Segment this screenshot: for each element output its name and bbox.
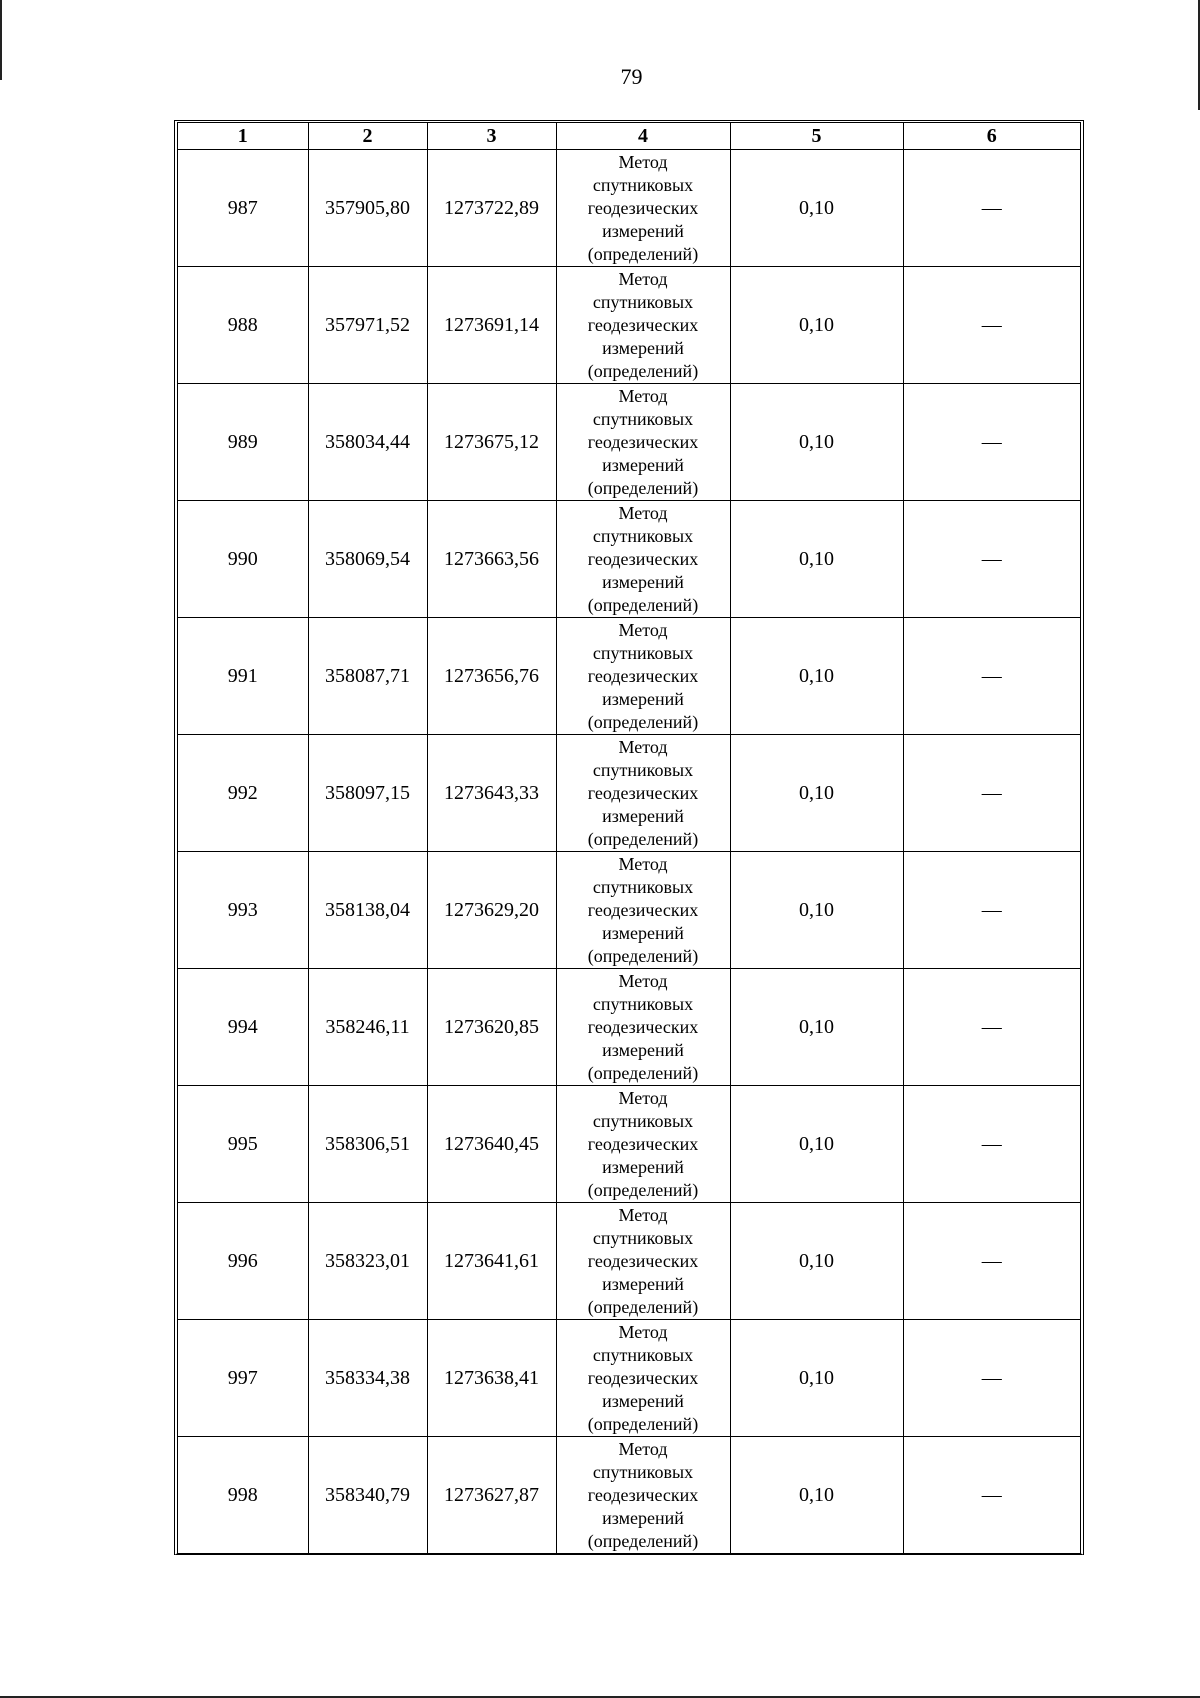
- accuracy-cell: 0,10: [730, 150, 903, 267]
- method-cell: [556, 1437, 730, 1554]
- method-text-line: Метод: [618, 970, 668, 991]
- method-text-line: Метод: [618, 268, 668, 289]
- method-text-line: геодезических: [587, 782, 699, 803]
- coordinate-x-cell: 358323,01: [308, 1203, 427, 1320]
- coordinate-y-cell: 1273638,41: [427, 1320, 556, 1437]
- method-text-line: геодезических: [587, 665, 699, 686]
- note-cell: —: [903, 150, 1080, 267]
- method-text-line: измерений: [602, 454, 684, 475]
- point-number-cell: 995: [178, 1086, 308, 1203]
- table-row: [178, 1203, 1080, 1320]
- coordinate-x-cell: 358306,51: [308, 1086, 427, 1203]
- page-number: 79: [620, 64, 643, 89]
- method-text-line: спутниковых: [592, 993, 694, 1014]
- coordinate-x-cell: 358340,79: [308, 1437, 427, 1554]
- method-text-line: (определений): [587, 1530, 699, 1551]
- point-number-cell: 996: [178, 1203, 308, 1320]
- method-text-line: (определений): [587, 1296, 699, 1317]
- method-cell: [556, 267, 730, 384]
- method-text-line: спутниковых: [592, 759, 694, 780]
- table-row: [178, 501, 1080, 618]
- method-text-line: спутниковых: [592, 876, 694, 897]
- method-text-line: измерений: [602, 1390, 684, 1411]
- method-text-line: спутниковых: [592, 174, 694, 195]
- coordinate-x-cell: 358087,71: [308, 618, 427, 735]
- coordinate-x-cell: 357971,52: [308, 267, 427, 384]
- method-text-line: измерений: [602, 922, 684, 943]
- note-cell: —: [903, 1203, 1080, 1320]
- coordinate-x-cell: 358334,38: [308, 1320, 427, 1437]
- table-row: [178, 1437, 1080, 1554]
- method-text-line: измерений: [602, 220, 684, 241]
- note-cell: —: [903, 267, 1080, 384]
- coordinate-y-cell: 1273656,76: [427, 618, 556, 735]
- table-row: [178, 1086, 1080, 1203]
- coordinate-x-cell: 358097,15: [308, 735, 427, 852]
- accuracy-cell: 0,10: [730, 1320, 903, 1437]
- method-text-line: Метод: [618, 1087, 668, 1108]
- method-text-line: измерений: [602, 1273, 684, 1294]
- method-text-line: Метод: [618, 853, 668, 874]
- accuracy-cell: 0,10: [730, 1086, 903, 1203]
- table-row: [178, 384, 1080, 501]
- method-cell: [556, 735, 730, 852]
- method-cell: [556, 969, 730, 1086]
- point-number-cell: 997: [178, 1320, 308, 1437]
- method-text-line: (определений): [587, 1413, 699, 1434]
- method-text-line: спутниковых: [592, 408, 694, 429]
- accuracy-cell: 0,10: [730, 735, 903, 852]
- method-text-line: спутниковых: [592, 1344, 694, 1365]
- method-text-line: измерений: [602, 688, 684, 709]
- header-col-3: 3: [427, 123, 556, 150]
- coordinate-x-cell: 358034,44: [308, 384, 427, 501]
- header-col-2: 2: [308, 123, 427, 150]
- coordinate-x-cell: 358069,54: [308, 501, 427, 618]
- accuracy-cell: 0,10: [730, 1203, 903, 1320]
- method-text-line: спутниковых: [592, 642, 694, 663]
- method-cell: [556, 852, 730, 969]
- method-text-line: (определений): [587, 594, 699, 615]
- note-cell: —: [903, 501, 1080, 618]
- header-col-4: 4: [556, 123, 730, 150]
- accuracy-cell: 0,10: [730, 501, 903, 618]
- table-row: [178, 267, 1080, 384]
- coordinate-x-cell: 357905,80: [308, 150, 427, 267]
- method-text-line: геодезических: [587, 899, 699, 920]
- method-text-line: измерений: [602, 571, 684, 592]
- table-header-row: [178, 123, 1080, 150]
- note-cell: —: [903, 1086, 1080, 1203]
- method-text-line: (определений): [587, 1179, 699, 1200]
- header-col-5: 5: [730, 123, 903, 150]
- method-cell: [556, 1320, 730, 1437]
- coordinates-table-frame: [174, 120, 1084, 1555]
- note-cell: —: [903, 384, 1080, 501]
- method-text-line: геодезических: [587, 314, 699, 335]
- method-text-line: (определений): [587, 1062, 699, 1083]
- method-cell: [556, 384, 730, 501]
- point-number-cell: 994: [178, 969, 308, 1086]
- table-body: [178, 150, 1080, 1554]
- coordinate-x-cell: 358138,04: [308, 852, 427, 969]
- note-cell: —: [903, 1437, 1080, 1554]
- accuracy-cell: 0,10: [730, 852, 903, 969]
- table-row: [178, 735, 1080, 852]
- method-text-line: Метод: [618, 1321, 668, 1342]
- note-cell: —: [903, 852, 1080, 969]
- coordinate-y-cell: 1273691,14: [427, 267, 556, 384]
- method-cell: [556, 150, 730, 267]
- method-text-line: геодезических: [587, 1250, 699, 1271]
- method-cell: [556, 1086, 730, 1203]
- method-text-line: спутниковых: [592, 291, 694, 312]
- method-text-line: геодезических: [587, 1016, 699, 1037]
- method-cell: [556, 1203, 730, 1320]
- method-text-line: (определений): [587, 360, 699, 381]
- accuracy-cell: 0,10: [730, 1437, 903, 1554]
- method-text-line: спутниковых: [592, 1227, 694, 1248]
- method-text-line: геодезических: [587, 431, 699, 452]
- method-text-line: (определений): [587, 945, 699, 966]
- method-cell: [556, 501, 730, 618]
- note-cell: —: [903, 1320, 1080, 1437]
- method-text-line: Метод: [618, 619, 668, 640]
- point-number-cell: 998: [178, 1437, 308, 1554]
- method-text-line: спутниковых: [592, 1461, 694, 1482]
- note-cell: —: [903, 735, 1080, 852]
- point-number-cell: 990: [178, 501, 308, 618]
- coordinate-y-cell: 1273663,56: [427, 501, 556, 618]
- coordinate-y-cell: 1273627,87: [427, 1437, 556, 1554]
- method-text-line: геодезических: [587, 1367, 699, 1388]
- method-text-line: геодезических: [587, 197, 699, 218]
- method-text-line: измерений: [602, 1156, 684, 1177]
- coordinate-y-cell: 1273620,85: [427, 969, 556, 1086]
- accuracy-cell: 0,10: [730, 969, 903, 1086]
- table-row: [178, 150, 1080, 267]
- method-text-line: измерений: [602, 337, 684, 358]
- method-text-line: (определений): [587, 477, 699, 498]
- method-text-line: Метод: [618, 385, 668, 406]
- point-number-cell: 987: [178, 150, 308, 267]
- method-text-line: (определений): [587, 828, 699, 849]
- point-number-cell: 989: [178, 384, 308, 501]
- header-col-6: 6: [903, 123, 1080, 150]
- coordinate-x-cell: 358246,11: [308, 969, 427, 1086]
- coordinates-table: [178, 123, 1080, 1553]
- method-text-line: Метод: [618, 502, 668, 523]
- table-row: [178, 969, 1080, 1086]
- method-text-line: Метод: [618, 1438, 668, 1459]
- point-number-cell: 988: [178, 267, 308, 384]
- coordinate-y-cell: 1273643,33: [427, 735, 556, 852]
- method-text-line: геодезических: [587, 1484, 699, 1505]
- method-text-line: измерений: [602, 1507, 684, 1528]
- method-text-line: спутниковых: [592, 1110, 694, 1131]
- method-text-line: геодезических: [587, 1133, 699, 1154]
- coordinate-y-cell: 1273722,89: [427, 150, 556, 267]
- method-text-line: геодезических: [587, 548, 699, 569]
- method-text-line: Метод: [618, 736, 668, 757]
- method-text-line: Метод: [618, 1204, 668, 1225]
- method-cell: [556, 618, 730, 735]
- accuracy-cell: 0,10: [730, 384, 903, 501]
- method-text-line: (определений): [587, 243, 699, 264]
- note-cell: —: [903, 618, 1080, 735]
- accuracy-cell: 0,10: [730, 267, 903, 384]
- accuracy-cell: 0,10: [730, 618, 903, 735]
- note-cell: —: [903, 969, 1080, 1086]
- coordinate-y-cell: 1273629,20: [427, 852, 556, 969]
- point-number-cell: 993: [178, 852, 308, 969]
- method-text-line: измерений: [602, 805, 684, 826]
- coordinate-y-cell: 1273640,45: [427, 1086, 556, 1203]
- point-number-cell: 991: [178, 618, 308, 735]
- coordinate-y-cell: 1273641,61: [427, 1203, 556, 1320]
- table-row: [178, 618, 1080, 735]
- method-text-line: (определений): [587, 711, 699, 732]
- table-row: [178, 852, 1080, 969]
- method-text-line: измерений: [602, 1039, 684, 1060]
- header-col-1: 1: [178, 123, 308, 150]
- table-row: [178, 1320, 1080, 1437]
- method-text-line: спутниковых: [592, 525, 694, 546]
- coordinate-y-cell: 1273675,12: [427, 384, 556, 501]
- method-text-line: Метод: [618, 151, 668, 172]
- point-number-cell: 992: [178, 735, 308, 852]
